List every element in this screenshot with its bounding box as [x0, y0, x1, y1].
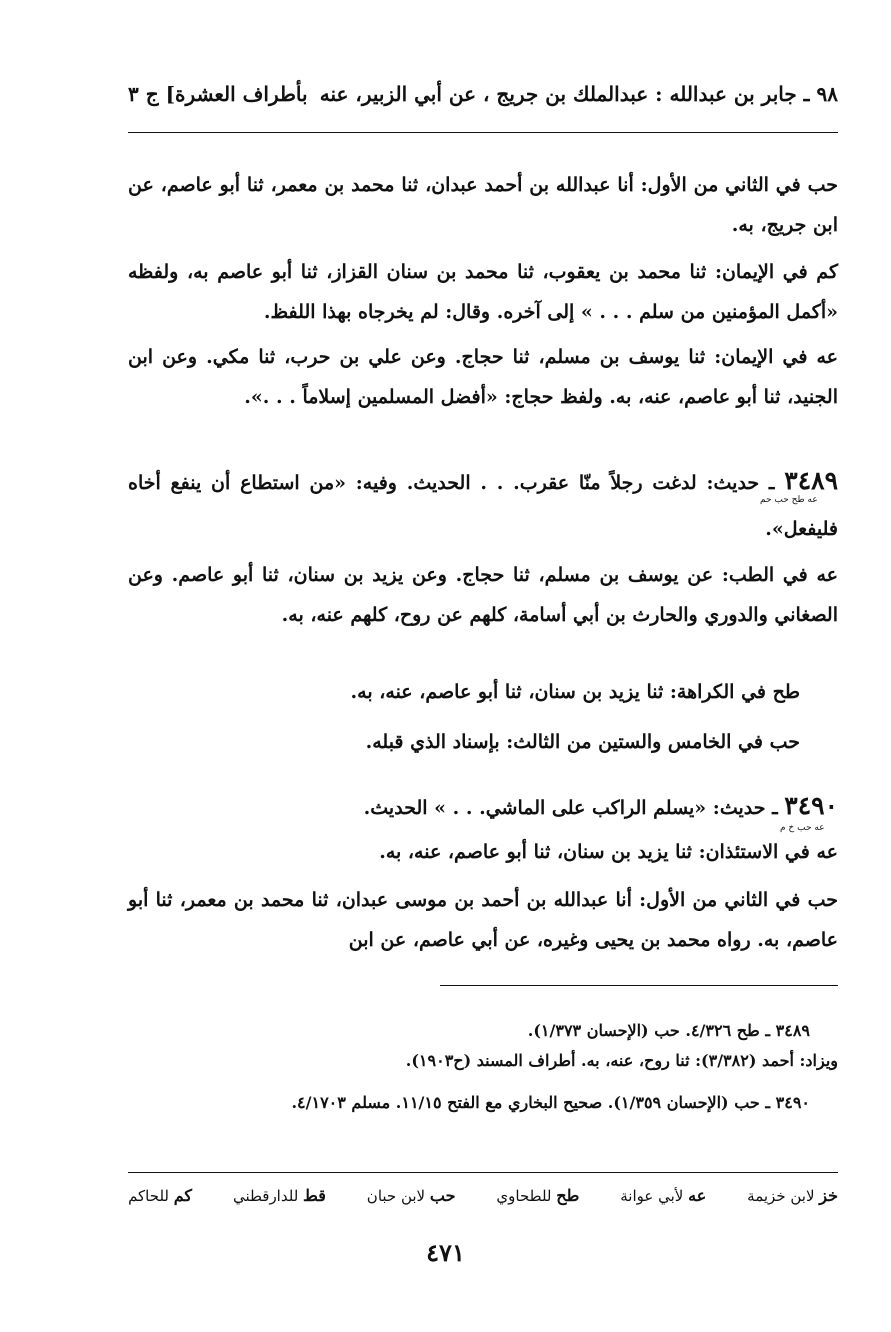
paragraph-hibban-2: حب في الخامس والستين من الثالث: بإسناد الذي قبله.: [365, 731, 800, 753]
footnote-divider: [440, 985, 838, 986]
paragraph-hakim: كم في الإيمان: ثنا محمد بن يعقوب، ثنا محمد بن سنان القزاز، ثنا أبو عاصم به، ولفظه «أكمل المؤمنين من سلم . . . » إلى آخره. وقال: لم يخرجاه بهذا اللفظ.: [128, 261, 838, 323]
footnote-3489-addition: ويزاد: أحمد (٣/٣٨٢): ثنا روح، عنه، به. أطراف المسند (ح١٩٠٣).: [405, 1051, 838, 1070]
footnote-3489: ٣٤٨٩ ـ طح ٤/٣٢٦. حب (الإحسان ١/٣٧٣).: [527, 1021, 810, 1040]
legend-item: عه لأبي عوانة: [620, 1186, 707, 1205]
hadith-3489-sigla: عه طح حب حم: [760, 495, 818, 505]
legend-item: طح للطحاوي: [496, 1186, 580, 1205]
header-chapter-title: ٩٨ ـ جابر بن عبدالله : عبدالملك بن جريج ، عن أبي الزبير، عنه: [319, 82, 838, 106]
legend-item: خز لابن خزيمة: [747, 1186, 838, 1205]
legend-item: كم للحاكم: [128, 1186, 193, 1205]
hadith-3490-heading: ٣٤٩٠ ـ حديث: «يسلم الراكب على الماشي. . . » الحديث.: [363, 791, 838, 820]
header-volume: بأطراف العشرة] ج ٣: [128, 82, 308, 106]
paragraph-tahawi: طح في الكراهة: ثنا يزيد بن سنان، ثنا أبو عاصم، عنه، به.: [350, 681, 800, 703]
paragraph-hibban-3: حب في الثاني من الأول: أنا عبدالله بن أحمد بن موسى عبدان، ثنا محمد بن معمر، ثنا أبو عاصم، به. رواه محمد بن يحيى وغيره، عن أبي عاصم، عن ابن: [128, 889, 838, 951]
legend-item: حب لابن حبان: [366, 1186, 456, 1205]
paragraph-awana-iman: عه في الإيمان: ثنا يوسف بن مسلم، ثنا حجاج. وعن علي بن حرب، ثنا مكي. وعن ابن الجنيد، ثنا أبو عاصم، عنه، به. ولفظ حجاج: «أفضل المسلمين إسلاماً . . .».: [128, 346, 838, 408]
header-divider: [128, 132, 838, 133]
running-header: [128, 82, 838, 122]
paragraph-awana-tibb: عه في الطب: عن يوسف بن مسلم، ثنا حجاج. وعن يزيد بن سنان، ثنا أبو عاصم. وعن الصغاني والدوري والحارث بن أبي أسامة، كلهم عن روح، كلهم عنه، به.: [128, 564, 838, 626]
hadith-3490-sigla: عه حب خ م: [780, 823, 825, 833]
abbreviation-legend: [128, 1186, 838, 1205]
paragraph-hibban-1: حب في الثاني من الأول: أنا عبدالله بن أحمد عبدان، ثنا محمد بن معمر، ثنا أبو عاصم، عن ابن جريج، به.: [128, 174, 838, 236]
hadith-3489-heading: ٣٤٨٩ ـ حديث: لدغت رجلاً منّا عقرب. . . الحديث. وفيه: «من استطاع أن ينفع أخاه فليفعل».: [128, 466, 838, 540]
paragraph-awana-istidhan: عه في الاستئذان: ثنا يزيد بن سنان، ثنا أبو عاصم، عنه، به.: [379, 841, 838, 863]
legend-divider: [128, 1172, 838, 1173]
page-number: ٤٧١: [426, 1238, 465, 1267]
legend-item: قط للدارقطني: [232, 1186, 326, 1205]
footnote-3490: ٣٤٩٠ ـ حب (الإحسان ١/٣٥٩). صحيح البخاري مع الفتح ١١/١٥. مسلم ٤/١٧٠٣.: [291, 1093, 810, 1112]
